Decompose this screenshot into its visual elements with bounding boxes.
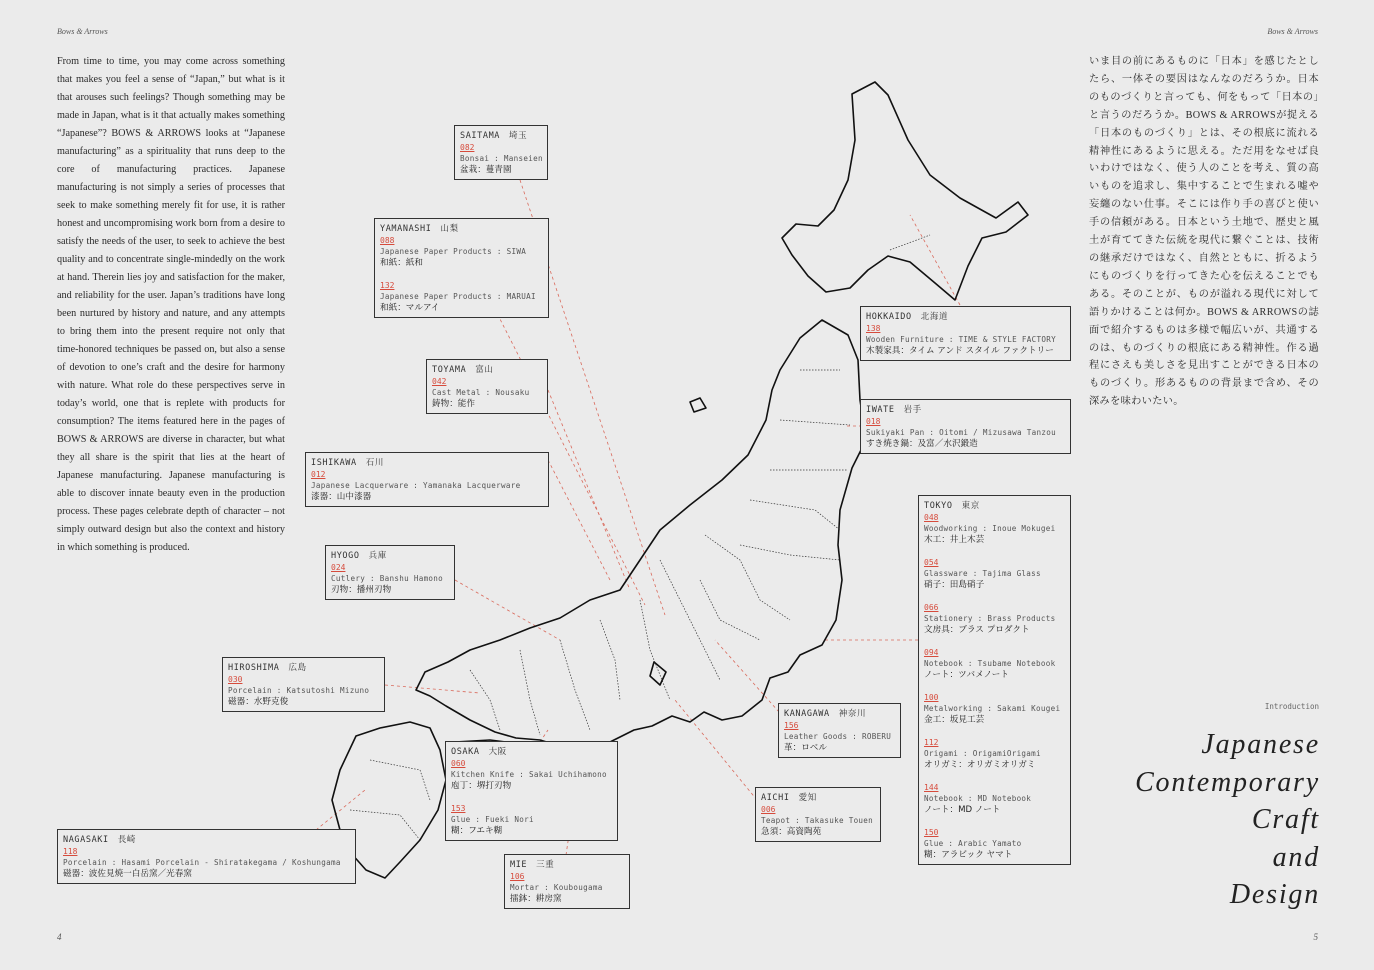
page-link[interactable]: 138	[866, 324, 881, 333]
list-item	[311, 469, 543, 503]
region-box-saitama	[454, 125, 548, 180]
item-english: Glue : Fueki Nori	[451, 815, 534, 824]
running-header-left: Bows & Arrows	[57, 27, 108, 36]
item-japanese: 硝子：田島硝子	[924, 580, 985, 590]
list-item	[924, 782, 1065, 816]
item-japanese: 木工：井上木芸	[924, 535, 985, 545]
region-name	[228, 662, 379, 674]
title-line: Contemporary	[1135, 766, 1320, 798]
item-english: Wooden Furniture : TIME & STYLE FACTORY	[866, 335, 1057, 344]
page-link[interactable]: 030	[228, 675, 243, 684]
item-japanese: 鋳物：能作	[432, 399, 475, 409]
title-line: Craft	[1251, 804, 1320, 836]
item-english: Mortar : Koubougama	[510, 883, 603, 892]
region-box-iwate	[860, 399, 1071, 454]
page-link[interactable]: 153	[451, 804, 466, 813]
region-name	[866, 404, 1065, 416]
list-item	[924, 827, 1065, 861]
japanese-body-text: いま目の前にあるものに「日本」を感じたとしたら、一体その要因はなんなのだろうか。日本のものづくりと言っても、何をもって「日本の」と言うのだろうか。BOWS & ARROWSが捉える「日本のものづくり」とは、その根底に流れる精神性にあるように思える。ただ用をなせば良いわけではなく、使う人のことを考え、質の高いものを追求し、集中することで生まれる嘘や妄纏のない仕事。そこには作り手の喜びと使い手の信頼がある。日本という土地で、歴史と風土が育ててきた伝統を現代に繋ぐことは、技術の継承だけではなく、自然とともに、折るようにものづくりを行ってきた心を伝えることでもある。そのことが、ものが溢れる現代に対して語りかけることは何か。BOWS & ARROWSの誌面で紹介するものは多様で幅広いが、共通するのは、ものづくりの根底にある精神性。作る過程にさえも美しさを見出すことができる日本のものづくり。形あるものの背景まで含め、その深みを味わいたい。	[1089, 56, 1319, 408]
item-japanese: 盆栽：蔓青園	[460, 165, 512, 175]
page-link[interactable]: 054	[924, 558, 939, 567]
region-name-jp: 神奈川	[838, 709, 867, 719]
page-link[interactable]: 024	[331, 563, 346, 572]
item-english: Bonsai : Manseien	[460, 154, 543, 163]
page-link[interactable]: 106	[510, 872, 525, 881]
item-english: Japanese Paper Products : SIWA	[380, 247, 527, 256]
item-japanese: 木製家具：タイム アンド スタイル ファクトリー	[866, 346, 1054, 356]
item-english: Origami : OrigamiOrigami	[924, 749, 1041, 758]
item-english: Glassware : Tajima Glass	[924, 569, 1041, 578]
page-link[interactable]: 088	[380, 236, 395, 245]
region-name	[761, 792, 875, 804]
region-name-jp: 東京	[961, 501, 980, 511]
list-item	[866, 323, 1065, 357]
region-name-en: OSAKA	[451, 747, 480, 757]
region-name-en: HIROSHIMA	[228, 663, 280, 673]
region-name	[311, 457, 543, 469]
region-name-jp: 三重	[536, 860, 555, 870]
page-link[interactable]: 100	[924, 693, 939, 702]
title-line: Japanese	[1201, 729, 1320, 760]
item-english: Japanese Paper Products : MARUAI	[380, 292, 536, 301]
list-item	[761, 804, 875, 838]
list-item	[784, 720, 895, 754]
title-line: and	[1272, 841, 1320, 873]
region-name	[432, 364, 542, 376]
region-name-en: KANAGAWA	[784, 709, 830, 719]
item-english: Cast Metal : Nousaku	[432, 388, 530, 397]
list-item	[331, 562, 449, 596]
running-header-right: Bows & Arrows	[1267, 27, 1318, 36]
item-english: Cutlery : Banshu Hamono	[331, 574, 444, 583]
region-name	[784, 708, 895, 720]
region-name	[510, 859, 624, 871]
list-item	[924, 512, 1065, 546]
region-name	[866, 311, 1065, 323]
region-name-jp: 愛知	[798, 793, 817, 803]
item-english: Porcelain : Katsutoshi Mizuno	[228, 686, 370, 695]
item-english: Kitchen Knife : Sakai Uchihamono	[451, 770, 607, 779]
region-name-jp: 長崎	[117, 835, 136, 845]
page-link[interactable]: 144	[924, 783, 939, 792]
list-item	[924, 737, 1065, 771]
english-body-text: From time to time, you may come across something that makes you feel a sense of “Japan,” but what is it that arouses such feelings? Though something may be made in Japan, what is it that actually makes something “Japanese”? BOWS & ARROWS looks at “Japanese manufacturing” as a spirituality that runs deep to the core of manufacturing practices. Japanese manufacturing is not simply a series of processes that seek to make something merely fit for use, it is rather honest and uncompromising work born from a desire to satisfy the needs of the user, to seek to achieve the best quality and to concentrate single-mindedly on the work at hand. Therein lies joy and satisfaction for the maker, and reliability for the user. Japan’s traditions have long been nurtured by history and nature, and any attempts to bring them into the present require not only that time-honored techniques be passed on, but also a sense of devotion to one’s craft and the desire for harmony with nature. What role do these perspectives serve in today’s world, one that is replete with products for consumption? The items featured here in the pages of BOWS & ARROWS are diverse in character, but what they all share is the spirit that lies at the heart of Japanese manufacturing. Japanese manufacturing is able to discover innate beauty even in the production process. These pages celebrate depth of character – not simply outward design but also the context and history in which something is produced.	[57, 56, 285, 553]
region-box-toyama	[426, 359, 548, 414]
introduction-label: Introduction	[1264, 702, 1319, 711]
region-name-en: SAITAMA	[460, 131, 501, 141]
item-japanese: 庖丁：堺打刃物	[451, 781, 512, 791]
page-number-left: 4	[57, 932, 62, 942]
item-english: Teapot : Takasuke Touen	[761, 816, 874, 825]
item-japanese: すき焼き鍋：及富／水沢鍛造	[866, 439, 978, 449]
list-item	[451, 803, 612, 837]
page-link[interactable]: 060	[451, 759, 466, 768]
page-link[interactable]: 082	[460, 143, 475, 152]
item-english: Japanese Lacquerware : Yamanaka Lacquerware	[311, 481, 521, 490]
item-japanese: 刃物：播州刃物	[331, 585, 392, 595]
page-link[interactable]: 048	[924, 513, 939, 522]
region-name	[924, 500, 1065, 512]
region-name-jp: 岩手	[903, 405, 922, 415]
region-name-jp: 埼玉	[509, 131, 528, 141]
region-box-nagasaki	[57, 829, 356, 884]
page-link[interactable]: 006	[761, 805, 776, 814]
item-english: Leather Goods : ROBERU	[784, 732, 892, 741]
list-item	[924, 557, 1065, 591]
region-name-en: AICHI	[761, 793, 790, 803]
region-name	[331, 550, 449, 562]
page-link[interactable]: 132	[380, 281, 395, 290]
item-english: Porcelain : Hasami Porcelain - Shiratakegama / Koshungama	[63, 858, 341, 867]
page-link[interactable]: 018	[866, 417, 881, 426]
item-japanese: ノート：ツバメノート	[924, 670, 1009, 680]
item-english: Stationery : Brass Products	[924, 614, 1056, 623]
page-number-right: 5	[1313, 932, 1318, 942]
page-link[interactable]: 012	[311, 470, 326, 479]
region-box-aichi	[755, 787, 881, 842]
region-name-jp: 富山	[475, 365, 494, 375]
page-link[interactable]: 156	[784, 721, 799, 730]
region-box-tokyo	[918, 495, 1071, 865]
region-name	[380, 223, 543, 235]
region-name-en: TOYAMA	[432, 365, 467, 375]
region-name-en: ISHIKAWA	[311, 458, 357, 468]
item-english: Notebook : MD Notebook	[924, 794, 1032, 803]
list-item	[924, 647, 1065, 681]
region-box-yamanashi	[374, 218, 549, 318]
list-item	[924, 692, 1065, 726]
item-japanese: 金工：坂見工芸	[924, 715, 985, 725]
list-item	[432, 376, 542, 410]
region-name-jp: 石川	[365, 458, 384, 468]
item-japanese: 漆器：山中漆器	[311, 492, 372, 502]
list-item	[380, 280, 543, 314]
item-japanese: 和紙：紙和	[380, 258, 423, 268]
region-name-en: TOKYO	[924, 501, 953, 511]
list-item	[510, 871, 624, 905]
region-name-en: HYOGO	[331, 551, 360, 561]
page-link[interactable]: 066	[924, 603, 939, 612]
item-english: Notebook : Tsubame Notebook	[924, 659, 1056, 668]
item-english: Woodworking : Inoue Mokugei	[924, 524, 1056, 533]
region-box-hiroshima	[222, 657, 385, 712]
item-japanese: 急須：高資陶苑	[761, 827, 822, 837]
item-japanese: ノート：MD ノート	[924, 805, 1001, 815]
item-japanese: 革：ロベル	[784, 743, 827, 753]
title-line: Design	[1229, 879, 1320, 911]
region-name	[451, 746, 612, 758]
item-japanese: オリガミ：オリガミオリガミ	[924, 760, 1036, 770]
region-box-kanagawa	[778, 703, 901, 758]
list-item	[924, 602, 1065, 636]
item-japanese: 磁器：波佐見焼一白岳窯／光春窯	[63, 869, 192, 879]
page-link[interactable]: 150	[924, 828, 939, 837]
list-item	[380, 235, 543, 269]
region-box-hyogo	[325, 545, 455, 600]
item-japanese: 擂鉢：耕房窯	[510, 894, 562, 904]
region-name-jp: 広島	[288, 663, 307, 673]
page-link[interactable]: 042	[432, 377, 447, 386]
region-box-hokkaido	[860, 306, 1071, 361]
page-link[interactable]: 094	[924, 648, 939, 657]
region-name-jp: 大阪	[488, 747, 507, 757]
region-name-en: NAGASAKI	[63, 835, 109, 845]
list-item	[451, 758, 612, 792]
region-name-en: HOKKAIDO	[866, 312, 912, 322]
region-name-jp: 北海道	[920, 312, 949, 322]
page-title	[1080, 726, 1320, 914]
list-item	[460, 142, 542, 176]
list-item	[63, 846, 350, 880]
region-name-en: YAMANASHI	[380, 224, 432, 234]
item-english: Metalworking : Sakami Kougei	[924, 704, 1061, 713]
list-item	[228, 674, 379, 708]
item-english: Glue : Arabic Yamato	[924, 839, 1022, 848]
item-japanese: 磁器：水野克俊	[228, 697, 289, 707]
region-name-en: IWATE	[866, 405, 895, 415]
region-box-mie	[504, 854, 630, 909]
item-japanese: 糊：アラビック ヤマト	[924, 850, 1013, 860]
list-item	[866, 416, 1065, 450]
region-name	[460, 130, 542, 142]
region-box-osaka	[445, 741, 618, 841]
item-japanese: 文房具：ブラス プロダクト	[924, 625, 1030, 635]
item-english: Sukiyaki Pan : Oitomi / Mizusawa Tanzou	[866, 428, 1057, 437]
page-link[interactable]: 118	[63, 847, 78, 856]
page-link[interactable]: 112	[924, 738, 939, 747]
item-japanese: 糊：フエキ糊	[451, 826, 503, 836]
region-name-jp: 兵庫	[368, 551, 387, 561]
region-name-jp: 山梨	[440, 224, 459, 234]
item-japanese: 和紙：マルアイ	[380, 303, 440, 313]
region-name-en: MIE	[510, 860, 528, 870]
region-name	[63, 834, 350, 846]
region-box-ishikawa	[305, 452, 549, 507]
